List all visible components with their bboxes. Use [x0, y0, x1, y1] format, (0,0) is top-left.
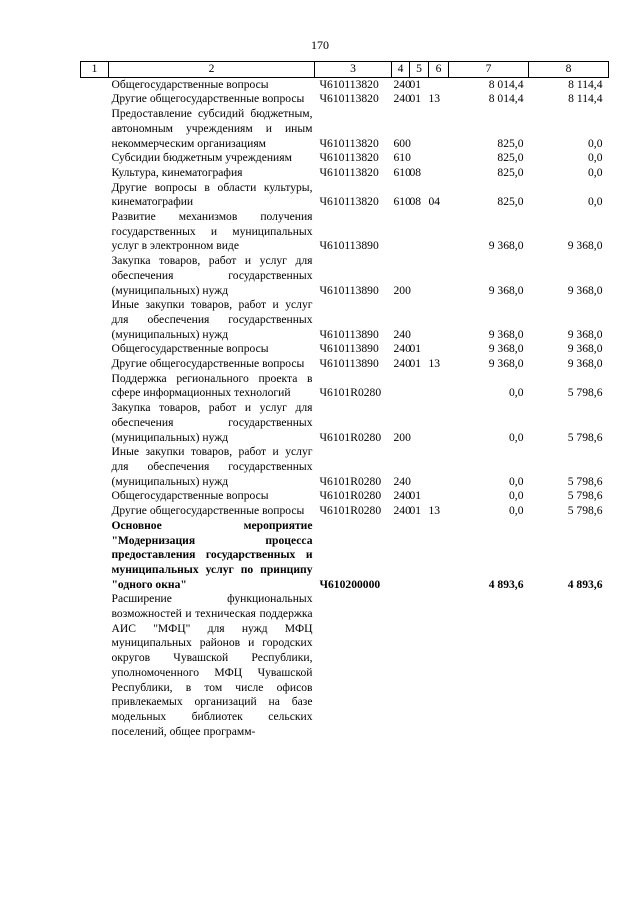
target-article-code: Ч6101R0280 — [319, 474, 382, 488]
amount-col8: 5 798,6 — [567, 430, 603, 444]
section-code — [410, 592, 429, 739]
target-article-code: Ч610113890 — [319, 342, 379, 356]
target-article-code: Ч6101R0280 — [319, 504, 382, 518]
expense-type-code: 240 — [393, 504, 411, 518]
subsection-code — [429, 592, 449, 739]
section-code — [410, 210, 429, 254]
subsection-code — [429, 342, 449, 357]
section-code: 08 — [409, 195, 422, 209]
row-name: Иные закупки товаров, работ и услуг для обеспечения государственных (муниципальных) нужд — [111, 298, 313, 341]
blank-cell — [81, 445, 109, 489]
column-header: 8 — [529, 62, 609, 78]
blank-cell — [81, 166, 109, 181]
table-row — [81, 592, 609, 739]
row-name: Общегосударственные вопросы — [111, 342, 269, 356]
blank-cell — [81, 254, 109, 298]
amount-col7: 9 368,0 — [488, 327, 524, 341]
amount-col8 — [529, 592, 609, 739]
table-row — [81, 342, 609, 357]
blank-cell — [81, 92, 109, 107]
subsection-code — [429, 77, 449, 92]
amount-col7: 0,0 — [509, 430, 524, 444]
target-article-code: Ч610113820 — [319, 92, 379, 106]
target-article-code: Ч610200000 — [319, 577, 381, 591]
amount-col7: 825,0 — [497, 151, 524, 165]
budget-table — [80, 61, 609, 739]
blank-cell — [81, 372, 109, 401]
subsection-code — [429, 489, 449, 504]
row-name: Основное мероприятие "Модернизация процесса предоставления государственных и муниципальных услуг по принципу "одного окна" — [111, 518, 313, 591]
expense-type-code: 610 — [393, 165, 411, 179]
target-article-code: Ч610113820 — [319, 136, 379, 150]
expense-type-code: 610 — [393, 151, 411, 165]
column-header: 7 — [449, 62, 529, 78]
table-row — [81, 401, 609, 445]
amount-col8: 9 368,0 — [567, 327, 603, 341]
amount-col7: 8 014,4 — [488, 92, 524, 106]
amount-col7: 9 368,0 — [488, 239, 524, 253]
amount-col7: 9 368,0 — [488, 357, 524, 371]
amount-col8: 4 893,6 — [567, 577, 603, 591]
row-name: Другие общегосударственные вопросы — [111, 504, 305, 518]
subsection-code — [429, 519, 449, 593]
table-row — [81, 92, 609, 107]
target-article-code: Ч610113820 — [319, 165, 379, 179]
subsection-code — [429, 166, 449, 181]
row-name: Общегосударственные вопросы — [111, 489, 269, 503]
section-code: 01 — [409, 92, 422, 106]
amount-col7: 8 014,4 — [488, 77, 524, 91]
amount-col7: 4 893,6 — [488, 577, 524, 591]
row-name: Поддержка регионального проекта в сфере информационных технологий — [111, 371, 313, 400]
target-article-code: Ч6101R0280 — [319, 386, 382, 400]
target-article-code: Ч610113890 — [319, 357, 379, 371]
row-name: Закупка товаров, работ и услуг для обеспечения государственных (муниципальных) нужд — [111, 401, 313, 444]
amount-col7 — [449, 592, 529, 739]
amount-col8: 5 798,6 — [567, 504, 603, 518]
blank-cell — [81, 181, 109, 210]
target-article-code: Ч610113890 — [319, 239, 379, 253]
row-name: Субсидии бюджетным учреждениям — [111, 151, 292, 165]
expense-type-code: 240 — [393, 327, 411, 341]
section-code: 01 — [409, 489, 422, 503]
section-code — [410, 445, 429, 489]
subsection-code — [429, 254, 449, 298]
subsection-code — [429, 401, 449, 445]
section-code — [410, 298, 429, 342]
blank-cell — [81, 504, 109, 519]
table-row — [81, 151, 609, 166]
table-row — [81, 357, 609, 372]
blank-cell — [81, 107, 109, 151]
target-article-code: Ч6101R0280 — [319, 489, 382, 503]
row-name: Закупка товаров, работ и услуг для обеспечения государственных (муниципальных) нужд — [111, 254, 313, 297]
target-article-code: Ч610113890 — [319, 327, 379, 341]
blank-cell — [81, 342, 109, 357]
expense-type-code: 610 — [393, 195, 411, 209]
section-code — [410, 401, 429, 445]
section-code: 01 — [409, 342, 422, 356]
expense-type-code — [392, 210, 410, 254]
row-name: Развитие механизмов получения государственных и муниципальных услуг в электронном виде — [111, 210, 313, 253]
expense-type-code: 200 — [393, 430, 411, 444]
table-row — [81, 372, 609, 401]
column-header: 6 — [429, 62, 449, 78]
expense-type-code — [392, 519, 410, 593]
amount-col8: 8 114,4 — [568, 77, 603, 91]
table-row — [81, 298, 609, 342]
target-article-code: Ч610113820 — [319, 195, 379, 209]
subsection-code — [429, 107, 449, 151]
amount-col8: 0,0 — [588, 195, 603, 209]
subsection-code — [429, 210, 449, 254]
table-row — [81, 210, 609, 254]
table-row — [81, 445, 609, 489]
expense-type-code: 240 — [393, 77, 411, 91]
column-header: 3 — [315, 62, 392, 78]
blank-cell — [81, 519, 109, 593]
subsection-code: 13 — [428, 504, 441, 518]
amount-col7: 825,0 — [497, 165, 524, 179]
row-name: Другие вопросы в области культуры, кинематографии — [111, 180, 313, 209]
subsection-code: 13 — [428, 357, 441, 371]
expense-type-code: 240 — [393, 474, 411, 488]
subsection-code: 04 — [428, 195, 441, 209]
target-article-code: Ч6101R0280 — [319, 430, 382, 444]
amount-col8: 0,0 — [588, 165, 603, 179]
expense-type-code: 240 — [393, 489, 411, 503]
expense-type-code: 240 — [393, 342, 411, 356]
amount-col8: 0,0 — [588, 136, 603, 150]
section-code — [410, 107, 429, 151]
expense-type-code — [392, 372, 410, 401]
expense-type-code: 240 — [393, 357, 411, 371]
expense-type-code: 200 — [393, 283, 411, 297]
amount-col8: 9 368,0 — [567, 239, 603, 253]
amount-col8: 5 798,6 — [567, 386, 603, 400]
table-row — [81, 77, 609, 92]
target-article-code — [315, 592, 392, 739]
row-name: Другие общегосударственные вопросы — [111, 357, 305, 371]
subsection-code — [429, 372, 449, 401]
section-code — [410, 151, 429, 166]
section-code — [410, 254, 429, 298]
row-name: Расширение функциональных возможностей и техническая поддержка АИС "МФЦ" для нужд МФЦ муниципальных районов и городских округов Чувашской Республики, уполномоченного МФЦ Чувашской Республики, в том числе офисов привлекаемых организаций на базе модельных библиотек сельских поселений, общее программ- — [111, 592, 313, 738]
blank-cell — [81, 401, 109, 445]
row-name: Культура, кинематография — [111, 165, 243, 179]
table-row — [81, 254, 609, 298]
amount-col8: 5 798,6 — [567, 489, 603, 503]
row-name: Другие общегосударственные вопросы — [111, 92, 305, 106]
table-row — [81, 519, 609, 593]
column-header: 2 — [109, 62, 315, 78]
target-article-code: Ч610113820 — [319, 151, 379, 165]
row-name: Иные закупки товаров, работ и услуг для обеспечения государственных (муниципальных) нужд — [111, 445, 313, 488]
amount-col7: 0,0 — [509, 474, 524, 488]
expense-type-code: 600 — [393, 136, 411, 150]
blank-cell — [81, 151, 109, 166]
section-code — [410, 519, 429, 593]
table-row — [81, 107, 609, 151]
section-code: 08 — [409, 165, 422, 179]
row-name: Предоставление субсидий бюджетным, автономным учреждениям и иным некоммерческим организациям — [111, 107, 313, 150]
amount-col7: 0,0 — [509, 489, 524, 503]
amount-col8: 9 368,0 — [567, 357, 603, 371]
amount-col8: 8 114,4 — [568, 92, 603, 106]
column-header: 5 — [410, 62, 429, 78]
blank-cell — [81, 298, 109, 342]
amount-col8: 0,0 — [588, 151, 603, 165]
table-body — [81, 77, 609, 739]
amount-col7: 9 368,0 — [488, 283, 524, 297]
table-row — [81, 181, 609, 210]
amount-col7: 0,0 — [509, 386, 524, 400]
table-row — [81, 166, 609, 181]
section-code: 01 — [409, 77, 422, 91]
subsection-code — [429, 298, 449, 342]
expense-type-code: 240 — [393, 92, 411, 106]
blank-cell — [81, 210, 109, 254]
column-header: 4 — [392, 62, 410, 78]
column-header: 1 — [81, 62, 109, 78]
amount-col8: 9 368,0 — [567, 342, 603, 356]
amount-col8: 5 798,6 — [567, 474, 603, 488]
blank-cell — [81, 77, 109, 92]
table-row — [81, 489, 609, 504]
amount-col7: 0,0 — [509, 504, 524, 518]
target-article-code: Ч610113890 — [319, 283, 379, 297]
subsection-code — [429, 151, 449, 166]
section-code — [410, 372, 429, 401]
amount-col7: 825,0 — [497, 136, 524, 150]
amount-col7: 9 368,0 — [488, 342, 524, 356]
expense-type-code — [392, 592, 410, 739]
blank-cell — [81, 592, 109, 739]
target-article-code: Ч610113820 — [319, 77, 379, 91]
amount-col8: 9 368,0 — [567, 283, 603, 297]
section-code: 01 — [409, 504, 422, 518]
subsection-code: 13 — [428, 92, 441, 106]
subsection-code — [429, 445, 449, 489]
section-code: 01 — [409, 357, 422, 371]
blank-cell — [81, 357, 109, 372]
page-number: 170 — [311, 38, 329, 52]
table-header-row — [81, 62, 609, 78]
row-name: Общегосударственные вопросы — [111, 77, 269, 91]
table-row — [81, 504, 609, 519]
blank-cell — [81, 489, 109, 504]
amount-col7: 825,0 — [497, 195, 524, 209]
